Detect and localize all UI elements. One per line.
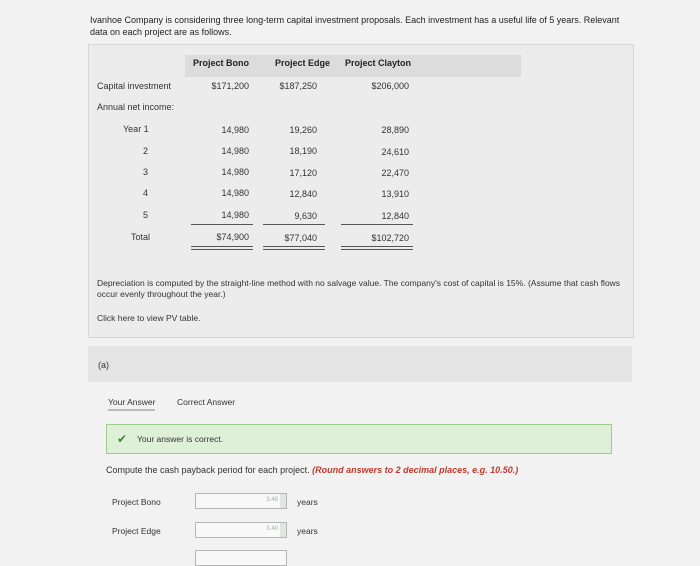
year-label: 4: [143, 188, 149, 198]
table-cell: 24,610: [381, 147, 409, 157]
annual-income-label: Annual net income:: [97, 102, 175, 112]
correct-banner: [106, 424, 612, 454]
answer-value: 3.40: [266, 526, 278, 532]
year-label: 5: [143, 210, 149, 220]
depreciation-note: Depreciation is computed by the straight-line method with no salvage value. The company's cost of capital is 15%. (Assume that cash flows occur evenly throughout the year.): [97, 278, 621, 299]
answer-value: 3.48: [266, 497, 278, 503]
input-indicator: [280, 523, 286, 537]
table-cell: 14,980: [221, 188, 249, 198]
table-cell: 13,910: [381, 189, 409, 199]
double-underline: [263, 246, 325, 250]
total-clayton: $102,720: [371, 233, 409, 243]
unit-label: years: [297, 497, 318, 507]
capital-bono: $171,200: [211, 81, 249, 91]
total-bono: $74,900: [216, 232, 249, 242]
answer-input-bono[interactable]: [195, 493, 287, 509]
total-label: Total: [131, 232, 151, 242]
part-a-header: [88, 346, 632, 382]
header-project-clayton: Project Clayton: [345, 58, 412, 68]
double-underline: [341, 246, 413, 250]
table-cell: 9,630: [294, 211, 317, 221]
header-project-edge: Project Edge: [275, 58, 331, 68]
year-label: 2: [143, 146, 149, 156]
part-label: (a): [98, 360, 109, 370]
capital-edge: $187,250: [279, 81, 317, 91]
table-cell: 14,980: [221, 125, 249, 135]
double-underline: [191, 246, 253, 250]
rounding-instruction: (Round answers to 2 decimal places, e.g. 10.50.): [312, 465, 519, 475]
answer-input-clayton[interactable]: [195, 550, 287, 566]
table-cell: 14,980: [221, 167, 249, 177]
tab-your-answer[interactable]: Your Answer: [108, 397, 155, 411]
table-cell: 12,840: [289, 189, 317, 199]
year-label: 3: [143, 167, 149, 177]
table-cell: 12,840: [381, 211, 409, 221]
header-project-bono: Project Bono: [193, 58, 250, 68]
answer-input-edge[interactable]: [195, 522, 287, 538]
table-cell: 18,190: [289, 146, 317, 156]
table-cell: 14,980: [221, 146, 249, 156]
capital-clayton: $206,000: [371, 81, 409, 91]
table-cell: 22,470: [381, 168, 409, 178]
table-cell: 19,260: [289, 125, 317, 135]
answer-label-edge: Project Edge: [112, 526, 161, 536]
table-cell: 28,890: [381, 125, 409, 135]
instruction: [106, 465, 518, 475]
data-panel: [88, 44, 634, 338]
correct-message: Your answer is correct.: [137, 434, 224, 444]
underline: [341, 224, 413, 225]
table-cell: 14,980: [221, 210, 249, 220]
underline: [263, 224, 325, 225]
input-indicator: [280, 494, 286, 508]
total-edge: $77,040: [284, 233, 317, 243]
instruction-text: Compute the cash payback period for each project.: [106, 465, 313, 475]
checkmark-icon: ✔: [117, 432, 128, 446]
year-label: Year 1: [123, 124, 149, 134]
underline: [191, 224, 253, 225]
answer-label-bono: Project Bono: [112, 497, 161, 507]
tab-correct-answer[interactable]: Correct Answer: [177, 397, 236, 407]
table-cell: 17,120: [289, 168, 317, 178]
unit-label: years: [297, 526, 318, 536]
capital-investment-label: Capital investment: [97, 81, 172, 91]
problem-intro: Ivanhoe Company is considering three long-term capital investment proposals. Each investment has a useful life of 5 years. Relevant data on each project are as follows.: [90, 15, 620, 37]
pv-table-link[interactable]: Click here to view PV table.: [97, 313, 201, 323]
